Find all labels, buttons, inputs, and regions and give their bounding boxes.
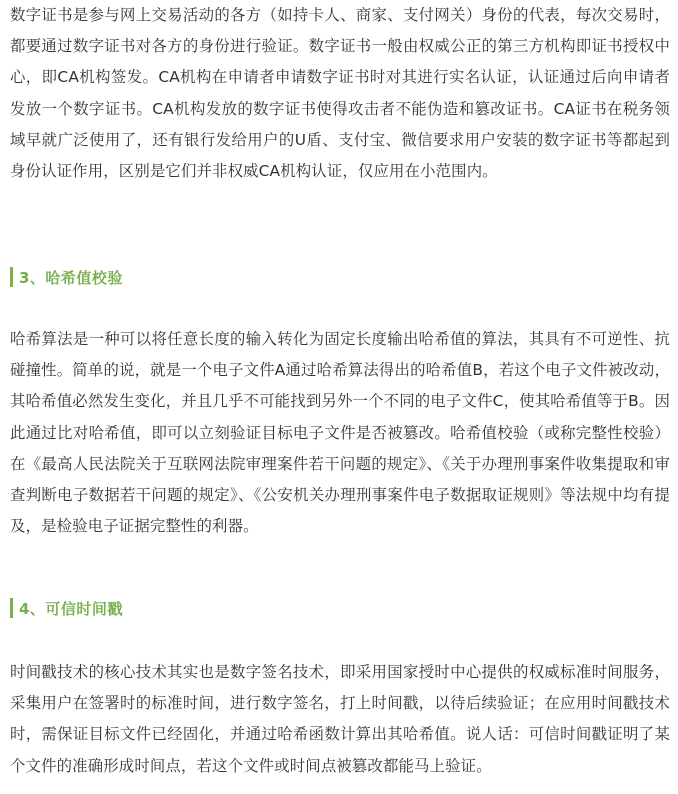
section-title-hash-check: 3、哈希值校验: [19, 268, 123, 287]
section-title-trusted-timestamp: 4、可信时间戳: [19, 599, 123, 618]
heading-accent-bar: [10, 598, 13, 618]
paragraph-digital-certificate: 数字证书是参与网上交易活动的各方（如持卡人、商家、支付网关）身份的代表，每次交易时，都要通过数字证书对各方的身份进行验证。数字证书一般由权威公正的第三方机构即证书授权中心，即CA机构签发。CA机构在申请者申请数字证书时对其进行实名认证，认证通过后向申请者发放一个数字证书。CA机构发放的数字证书使得攻击者不能伪造和篡改证书。CA证书在税务领域早就广泛使用了，还有银行发给用户的U盾、支付宝、微信要求用户安装的数字证书等都起到身份认证作用，区别是它们并非权威CA机构认证，仅应用在小范围内。: [10, 6, 670, 181]
section-heading-hash-check: [10, 266, 123, 288]
paragraph-hash-check: 哈希算法是一种可以将任意长度的输入转化为固定长度输出哈希值的算法，其具有不可逆性、抗碰撞性。简单的说，就是一个电子文件A通过哈希算法得出的哈希值B，若这个电子文件被改动，其哈希值必然发生变化，并且几乎不可能找到另外一个不同的电子文件C，使其哈希值等于B。因此通过比对哈希值，即可以立刻验证目标电子文件是否被篡改。哈希值校验（或称完整性校验）在《最高人民法院关于互联网法院审理案件若干问题的规定》、《关于办理刑事案件收集提取和审查判断电子数据若干问题的规定》、《公安机关办理刑事案件电子数据取证规则》等法规中均有提及，是检验电子证据完整性的利器。: [10, 330, 670, 536]
paragraph-trusted-timestamp: 时间戳技术的核心技术其实也是数字签名技术，即采用国家授时中心提供的权威标准时间服务，采集用户在签署时的标准时间，进行数字签名，打上时间戳，以待后续验证；在应用时间戳技术时，需保证目标文件已经固化，并通过哈希函数计算出其哈希值。说人话：可信时间戳证明了某个文件的准确形成时间点，若这个文件或时间点被篡改都能马上验证。: [10, 663, 670, 775]
heading-accent-bar: [10, 267, 13, 287]
section-heading-trusted-timestamp: [10, 597, 123, 619]
